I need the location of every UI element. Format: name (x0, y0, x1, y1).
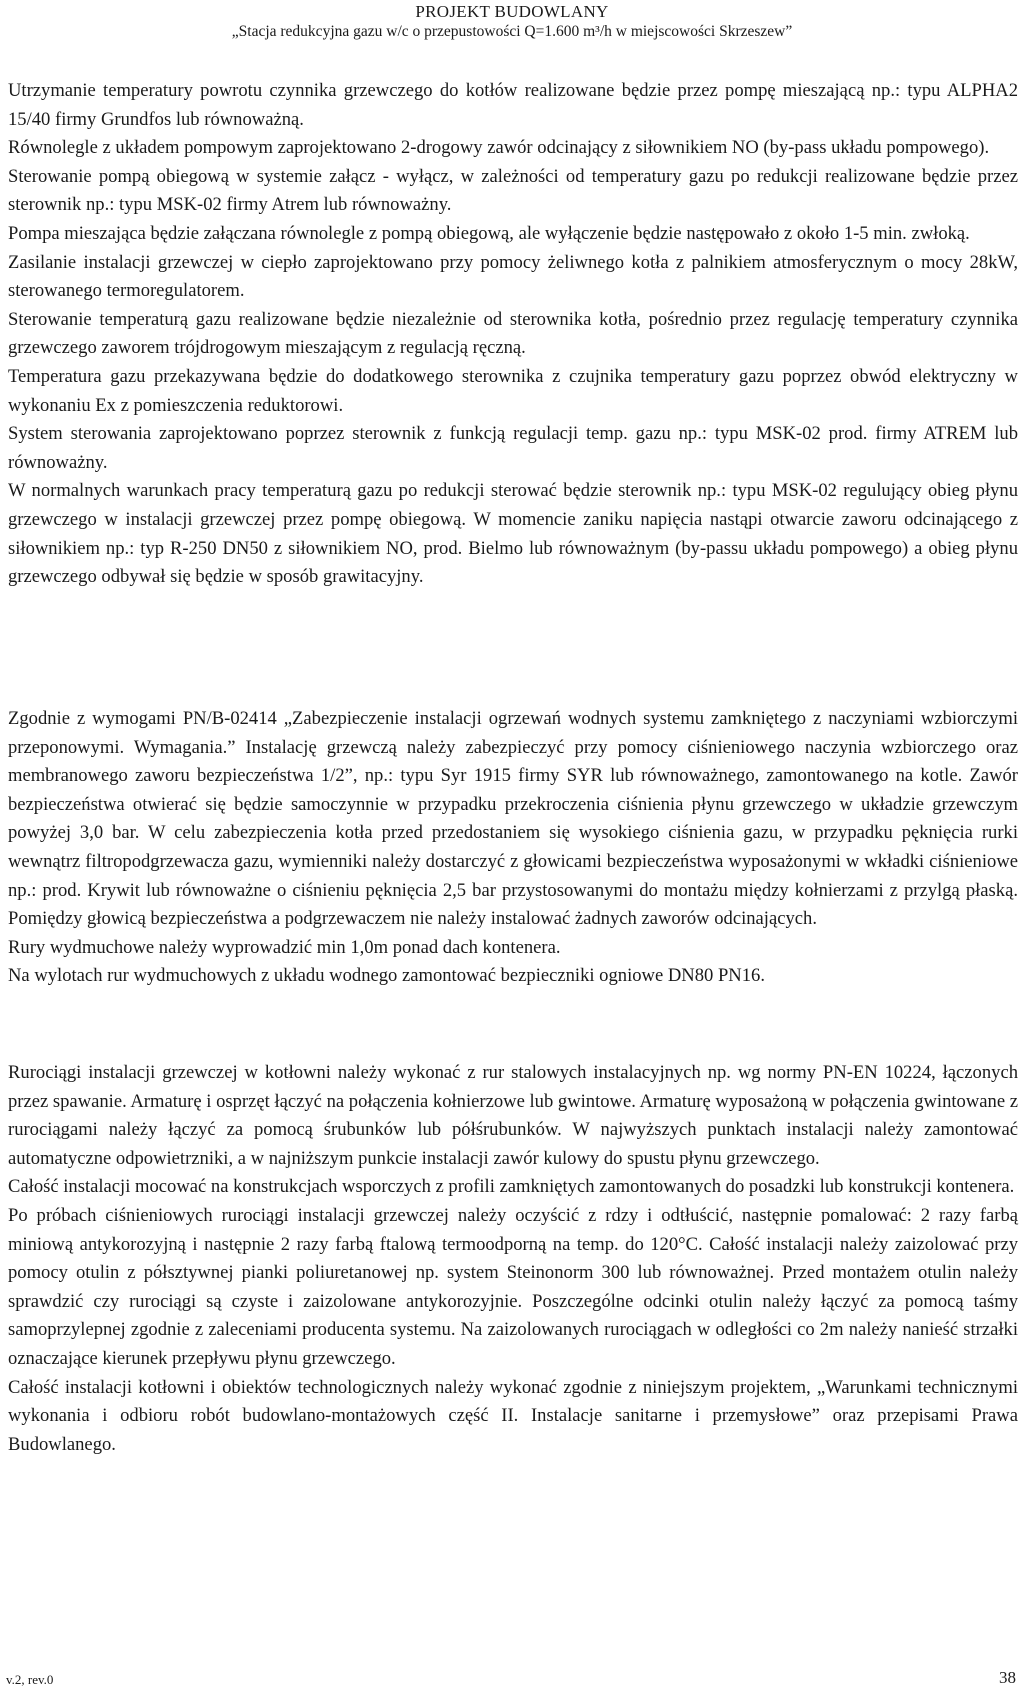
revision-label: v.2, rev.0 (6, 1672, 54, 1687)
paragraph: Pompa mieszająca będzie załączana równolegle z pompą obiegową, ale wyłączenie będzie następowało z około 1-5 min. zwłoką. (8, 222, 970, 244)
paragraph: Rury wydmuchowe należy wyprowadzić min 1,0m ponad dach kontenera. (8, 936, 561, 958)
paragraph: Równolegle z układem pompowym zaprojektowano 2-drogowy zawór odcinający z siłownikiem NO (by-pass układu pompowego). (8, 137, 990, 159)
paragraph: Temperatura gazu przekazywana będzie do dodatkowego sterownika z czujnika temperatury gazu poprzez obwód elektryczny w wykonaniu Ex z pomieszczenia reduktorowi. (8, 365, 1018, 416)
header-title: PROJEKT BUDOWLANY (415, 2, 609, 21)
page-number: 38 (999, 1668, 1016, 1687)
paragraph: Utrzymanie temperatury powrotu czynnika grzewczego do kotłów realizowane będzie przez pompę mieszającą np.: typu ALPHA2 15/40 firmy Grundfos lub równoważną. (8, 80, 1018, 130)
paragraph: Na wylotach rur wydmuchowych z układu wodnego zamontować bezpieczniki ogniowe DN80 PN16. (8, 965, 765, 987)
paragraph: Całość instalacji mocować na konstrukcjach wsporczych z profili zamkniętych zamontowanych do posadzki lub konstrukcji kontenera. (8, 1176, 1015, 1198)
paragraph: Po próbach ciśnieniowych rurociągi instalacji grzewczej należy oczyścić z rdzy i odtłuścić, następnie pomalować: 2 razy farbą miniową antykorozyjną i następnie 2 razy farbą ftalową termoodporną na temp. do 120°C. Całość instalacji należy zaizolować przy pomocy otulin z półsztywnej pianki poliuretanowej np. system Steinonorm 300 lub równoważnej. Przed montażem otulin należy sprawdzić czy rurociągi są czyste i zaizolowane antykorozyjnie. Poszczególne odcinki otulin należy łączyć za pomocą taśmy samoprzylepnej zgodnie z zaleceniami producenta systemu. Na zaizolowanych rurociągach w odległości co 2m należy nanieść strzałki oznaczające kierunek przepływu płynu grzewczego. (8, 1204, 1018, 1369)
paragraph: System sterowania zaprojektowano poprzez sterownik z funkcją regulacji temp. gazu np.: typu MSK-02 prod. firmy ATREM lub równoważny. (8, 423, 1018, 473)
header-subtitle: „Stacja redukcyjna gazu w/c o przepustowości Q=1.600 m³/h w miejscowości Skrzeszew” (231, 23, 793, 40)
section-safety-protection (8, 705, 1018, 991)
paragraph: Całość instalacji kotłowni i obiektów technologicznych należy wykonać zgodnie z niniejszym projektem, „Warunkami technicznymi wykonania i odbioru robót budowlano-montażowych część II. Instalacje sanitarne i przemysłowe” oraz przepisami Prawa Budowlanego. (8, 1376, 1018, 1455)
paragraph: W normalnych warunkach pracy temperaturą gazu po redukcji sterować będzie sterownik np.: typu MSK-02 regulujący obieg płynu grzewczego w instalacji grzewczej przez pompę obiegową. W momencie zaniku napięcia nastąpi otwarcie zaworu odcinającego z siłownikiem np.: typ R-250 DN50 z siłownikiem NO, prod. Bielmo lub równoważnym (by-passu układu pompowego) a obieg płynu grzewczego odbywał się będzie w sposób grawitacyjny. (8, 480, 1018, 588)
paragraph: Sterowanie temperaturą gazu realizowane będzie niezależnie od sterownika kotła, pośrednio przez regulację temperatury czynnika grzewczego zaworem trójdrogowym mieszającym z regulacją ręczną. (8, 308, 1018, 359)
section-heating-control (8, 77, 1018, 592)
paragraph: Zasilanie instalacji grzewczej w ciepło zaprojektowano przy pomocy żeliwnego kotła z palnikiem atmosferycznym o mocy 28kW, sterowanego termoregulatorem. (8, 251, 1018, 302)
paragraph: Sterowanie pompą obiegową w systemie załącz - wyłącz, w zależności od temperatury gazu po redukcji realizowane będzie przez sterownik np.: typu MSK-02 firmy Atrem lub równoważny. (8, 165, 1018, 216)
paragraph: Zgodnie z wymogami PN/B-02414 „Zabezpieczenie instalacji ogrzewań wodnych systemu zamkniętego z naczyniami wzbiorczymi przeponowymi. Wymagania.” Instalację grzewczą należy zabezpieczyć przy pomocy ciśnieniowego naczynia wzbiorczego oraz membranowego zaworu bezpieczeństwa 1/2”, np.: typu Syr 1915 firmy SYR lub równoważnego, zamontowanego na kotle. Zawór bezpieczeństwa otwierać się będzie samoczynnie w przypadku przekroczenia ciśnienia płynu grzewczego w układzie grzewczym powyżej 3,0 bar. W celu zabezpieczenia kotła przed przedostaniem się wysokiego ciśnienia gazu, w przypadku pęknięcia rurki wewnątrz filtropodgrzewacza gazu, wymienniki należy dostarczyć z głowicami bezpieczeństwa wyposażonymi w wkładki ciśnieniowe np.: prod. Krywit lub równoważne o ciśnieniu pęknięcia 2,5 bar przystosowanymi do montażu między kołnierzami z przylgą płaską. Pomiędzy głowicą bezpieczeństwa a podgrzewaczem nie należy instalować żadnych zaworów odcinających. (8, 708, 1018, 930)
section-pipelines (8, 1059, 1018, 1459)
page-header (0, 0, 1024, 42)
paragraph: Rurociągi instalacji grzewczej w kotłowni należy wykonać z rur stalowych instalacyjnych np. wg normy PN-EN 10224, łączonych przez spawanie. Armaturę i osprzęt łączyć na połączenia kołnierzowe lub gwintowe. Armaturę wyposażoną w połączenia gwintowane z rurociągami należy łączyć za pomocą śrubunków lub półśrubunków. W najwyższych punktach instalacji należy zamontować automatyczne odpowietrzniki, a w najniższym punkcie instalacji zawór kulowy do spustu płynu grzewczego. (8, 1062, 1018, 1169)
